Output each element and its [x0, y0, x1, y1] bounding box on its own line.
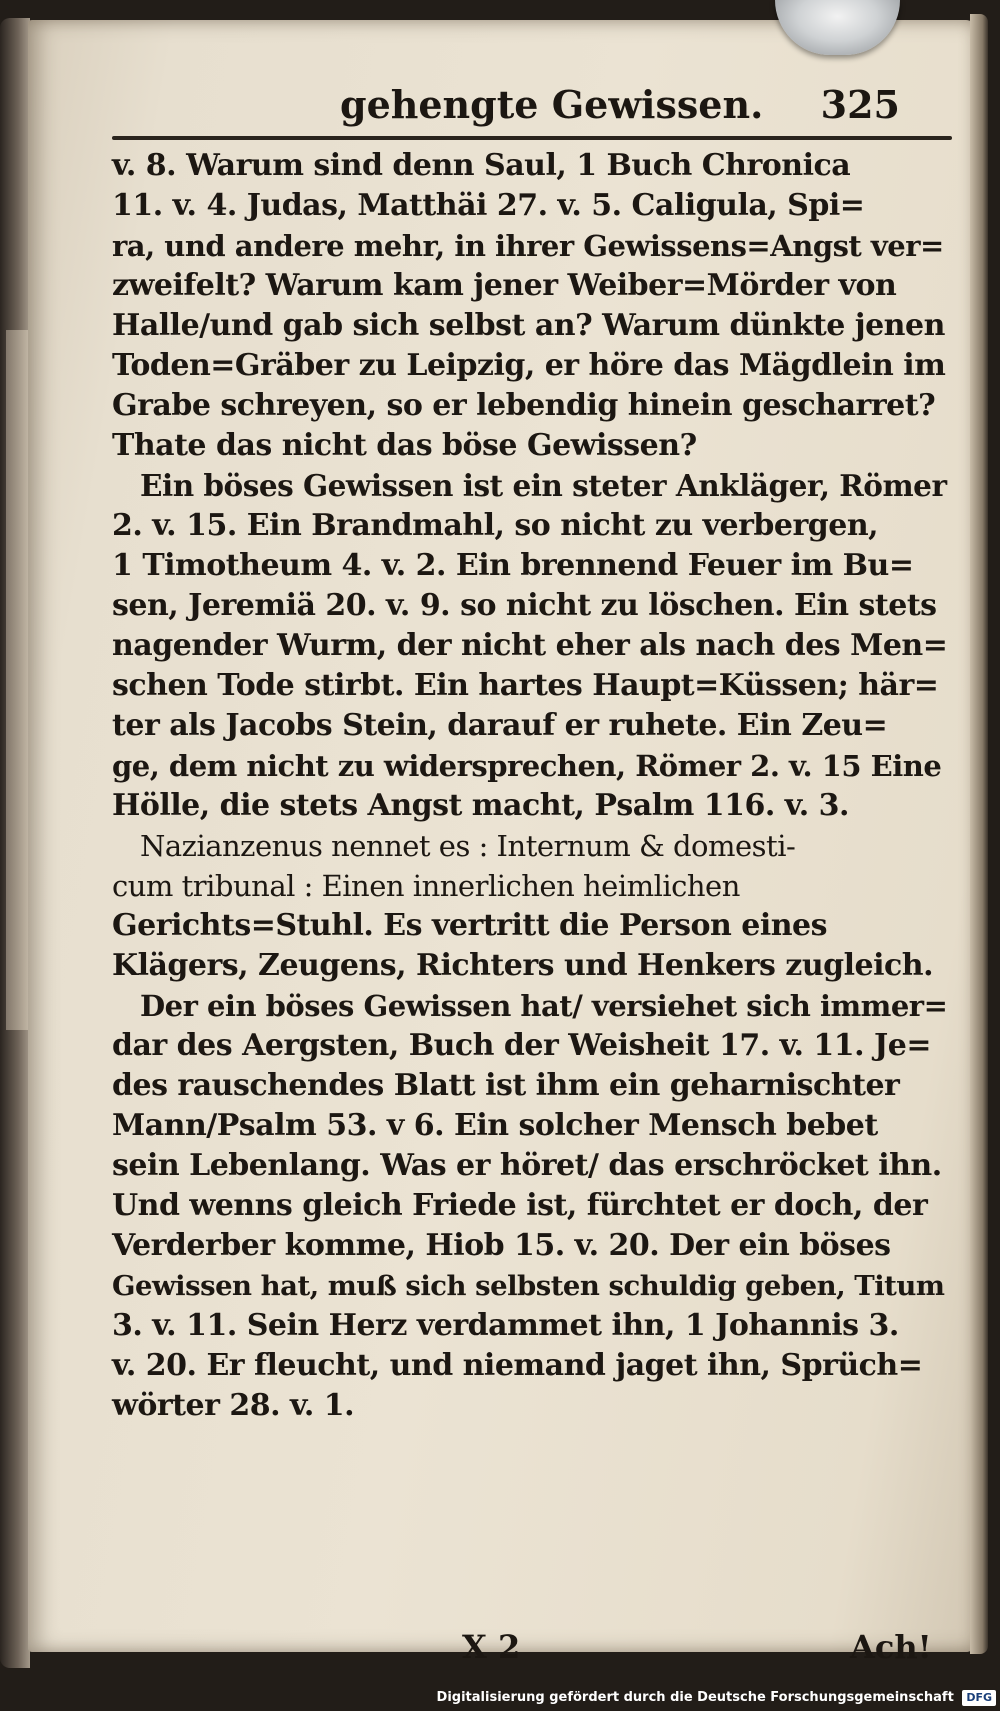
- text-line: Halle/und gab sich selbst an? Warum dünkte jenen: [112, 308, 945, 343]
- book-edge-right: [970, 14, 988, 1654]
- text-line: 3. v. 11. Sein Herz verdammet ihn, 1 Johannis 3.: [112, 1308, 899, 1343]
- signature-mark: X 2: [462, 1628, 521, 1666]
- text-line: zweifelt? Warum kam jener Weiber=Mörder von: [112, 268, 897, 303]
- credit-text: Digitalisierung gefördert durch die Deutsche Forschungsgemeinschaft: [436, 1690, 954, 1705]
- text-line: sen, Jeremiä 20. v. 9. so nicht zu löschen. Ein stets: [112, 588, 937, 623]
- text-line: v. 8. Warum sind denn Saul, 1 Buch Chronica: [112, 148, 851, 183]
- text-line: Grabe schreyen, so er lebendig hinein gescharret?: [112, 388, 936, 423]
- text-line: Hölle, die stets Angst macht, Psalm 116. v. 3.: [112, 788, 849, 823]
- text-line: Ein böses Gewissen ist ein steter Ankläger, Römer: [140, 468, 947, 503]
- text-line: 11. v. 4. Judas, Matthäi 27. v. 5. Caligula, Spi=: [112, 188, 865, 223]
- text-line: nagender Wurm, der nicht eher als nach des Men=: [112, 628, 948, 663]
- text-line: Toden=Gräber zu Leipzig, er höre das Mägdlein im: [112, 348, 946, 383]
- digitization-credit: [437, 1687, 996, 1709]
- text-line: 2. v. 15. Ein Brandmahl, so nicht zu verbergen,: [112, 508, 879, 543]
- previous-page-sliver: [6, 330, 28, 1030]
- text-line: Der ein böses Gewissen hat/ versiehet sich immer=: [140, 989, 948, 1023]
- catchword: Ach!: [850, 1628, 932, 1666]
- dfg-logo-icon: DFG: [962, 1690, 996, 1706]
- text-line: Nazianzenus nennet es : Internum & domesti-: [140, 829, 796, 863]
- text-line: wörter 28. v. 1.: [112, 1388, 355, 1423]
- text-line: dar des Aergsten, Buch der Weisheit 17. v. 11. Je=: [112, 1028, 931, 1063]
- text-line: schen Tode stirbt. Ein hartes Haupt=Küssen; här=: [112, 668, 939, 703]
- body-text: [112, 146, 952, 1426]
- text-line: Mann/Psalm 53. v 6. Ein solcher Mensch bebet: [112, 1108, 878, 1143]
- text-line: ter als Jacobs Stein, darauf er ruhete. Ein Zeu=: [112, 708, 888, 743]
- text-line: Verderber komme, Hiob 15. v. 20. Der ein böses: [112, 1228, 891, 1263]
- text-line: Gerichts=Stuhl. Es vertritt die Person eines: [112, 908, 828, 943]
- running-head: [340, 82, 900, 132]
- text-line: cum tribunal : Einen innerlichen heimlichen: [112, 869, 740, 903]
- header-rule: [112, 136, 952, 140]
- text-line: Gewissen hat, muß sich selbsten schuldig geben, Titum: [112, 1270, 945, 1302]
- text-line: sein Lebenlang. Was er höret/ das erschröcket ihn.: [112, 1148, 942, 1183]
- text-line: Und wenns gleich Friede ist, fürchtet er doch, der: [112, 1188, 928, 1223]
- text-line: ge, dem nicht zu widersprechen, Römer 2. v. 15 Eine: [112, 749, 942, 783]
- text-line: des rauschendes Blatt ist ihm ein geharnischter: [112, 1068, 900, 1103]
- text-line: Thate das nicht das böse Gewissen?: [112, 428, 697, 463]
- text-line: Klägers, Zeugens, Richters und Henkers zugleich.: [112, 948, 934, 983]
- page-number: 325: [820, 82, 900, 127]
- running-title: gehengte Gewissen.: [340, 82, 764, 127]
- text-line: 1 Timotheum 4. v. 2. Ein brennend Feuer im Bu=: [112, 548, 914, 583]
- text-line: ra, und andere mehr, in ihrer Gewissens=Angst ver=: [112, 229, 944, 263]
- text-line: v. 20. Er fleucht, und niemand jaget ihn, Sprüch=: [112, 1348, 923, 1383]
